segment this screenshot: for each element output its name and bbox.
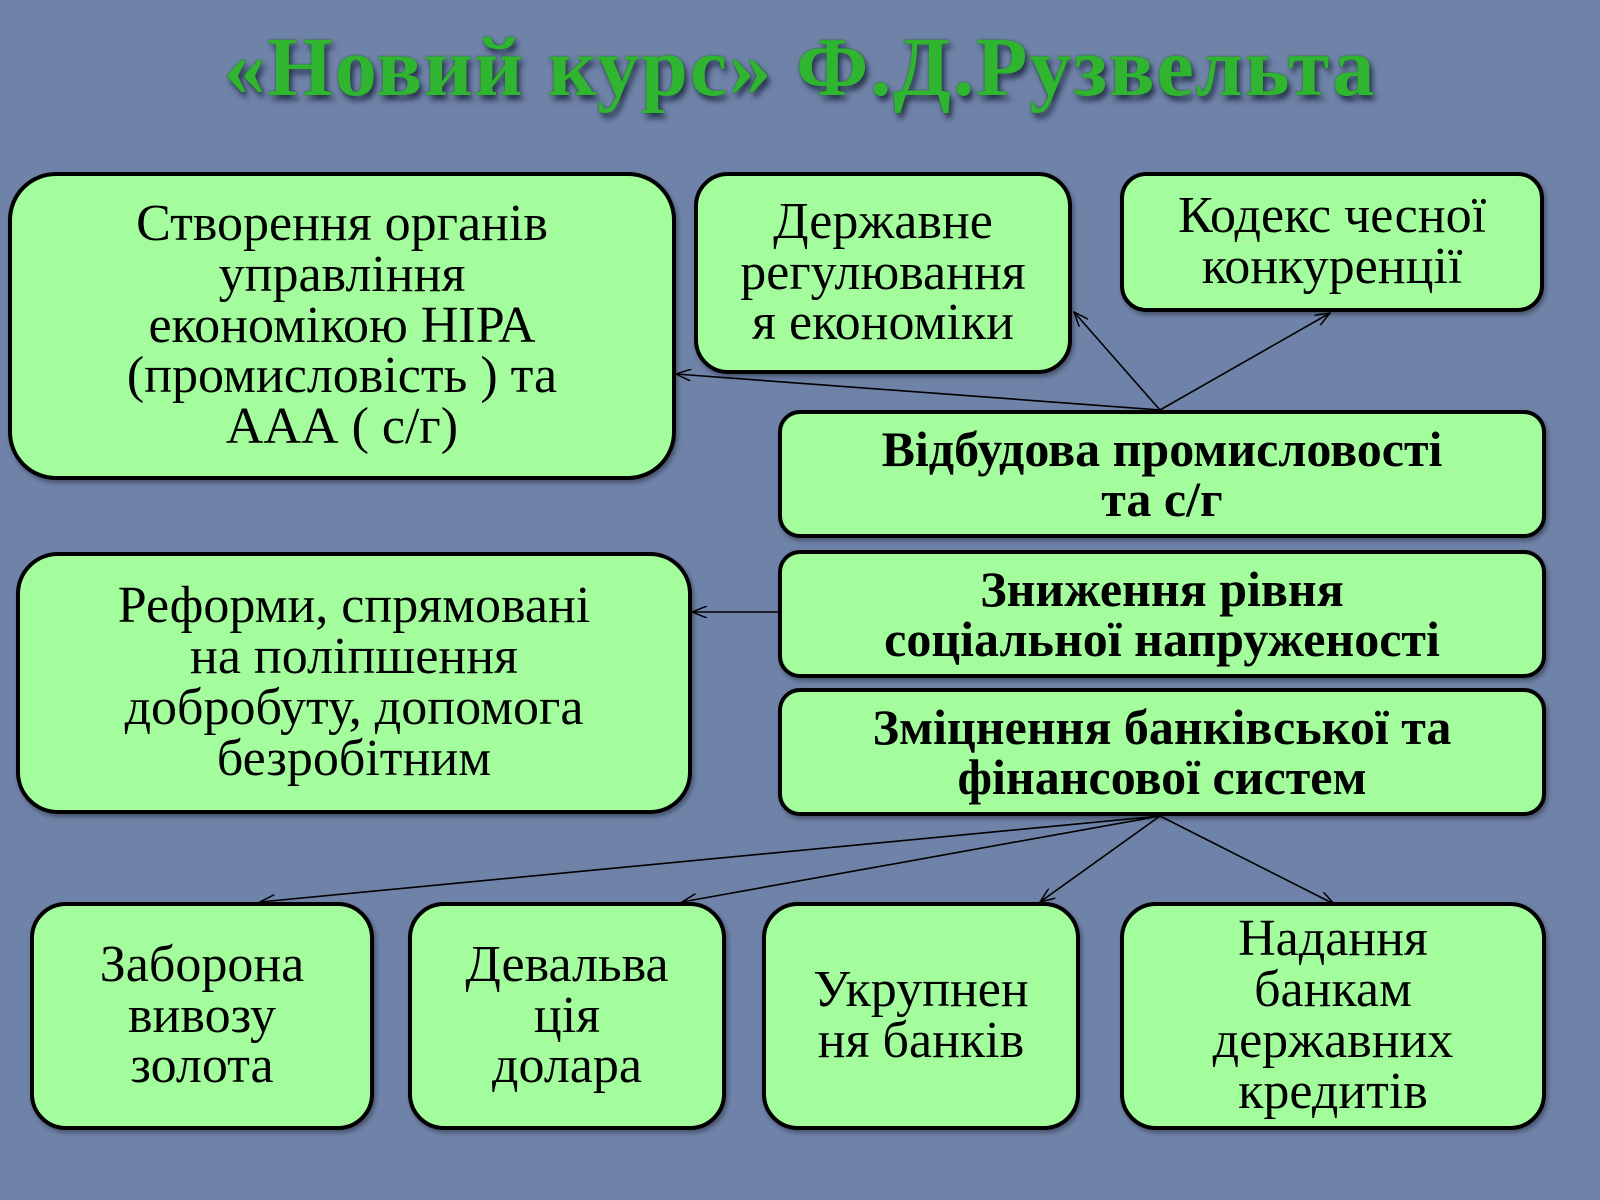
node-banking: [778, 688, 1546, 816]
page-title: «Новий курс» Ф.Д.Рузвельта: [223, 21, 1377, 114]
node-fair-code-text: Кодекс чесної конкуренції: [1177, 187, 1487, 295]
node-social-text: Зниження рівня соціальної напруженості: [884, 561, 1440, 667]
node-create-bodies-text: Створення органів управління економікою НІРА (промисловість ) та ААА ( с/г): [126, 194, 558, 456]
node-credits-text: Надання банкам державних кредитів: [1212, 910, 1454, 1120]
node-create-bodies: [8, 172, 676, 480]
node-rebuild-text: Відбудова промисловості та с/г: [881, 421, 1443, 527]
node-banking-text: Зміцнення банківської та фінансової систем: [872, 699, 1452, 805]
arrow-rebuild-to-create-bodies: [676, 374, 1160, 410]
node-fair-code: [1120, 172, 1544, 312]
node-gold-ban-text: Заборона вивозу золота: [99, 935, 305, 1095]
arrow-rebuild-to-fair-code: [1160, 313, 1330, 410]
node-credits: [1120, 902, 1546, 1130]
node-state-regulation-text: Державне регулювання я економіки: [740, 192, 1026, 352]
node-devaluation-text: Девальва ція долара: [465, 935, 669, 1095]
arrow-rebuild-to-state-regulation: [1074, 312, 1160, 410]
node-gold-ban: [30, 902, 374, 1130]
node-consolidation-text: Укрупнен ня банків: [813, 961, 1029, 1069]
node-rebuild: [778, 410, 1546, 538]
arrow-banking-to-credits: [1160, 816, 1334, 904]
node-state-regulation: [694, 172, 1072, 374]
node-consolidation: [762, 902, 1080, 1130]
node-devaluation: [408, 902, 726, 1130]
arrow-banking-to-devaluation: [682, 816, 1160, 902]
node-social: [778, 550, 1546, 678]
arrow-banking-to-gold-ban: [260, 816, 1160, 902]
arrow-banking-to-consolidation: [1040, 816, 1160, 902]
node-reforms: [16, 552, 692, 814]
node-reforms-text: Реформи, спрямовані на поліпшення добробуту, допомога безробітним: [117, 577, 591, 787]
